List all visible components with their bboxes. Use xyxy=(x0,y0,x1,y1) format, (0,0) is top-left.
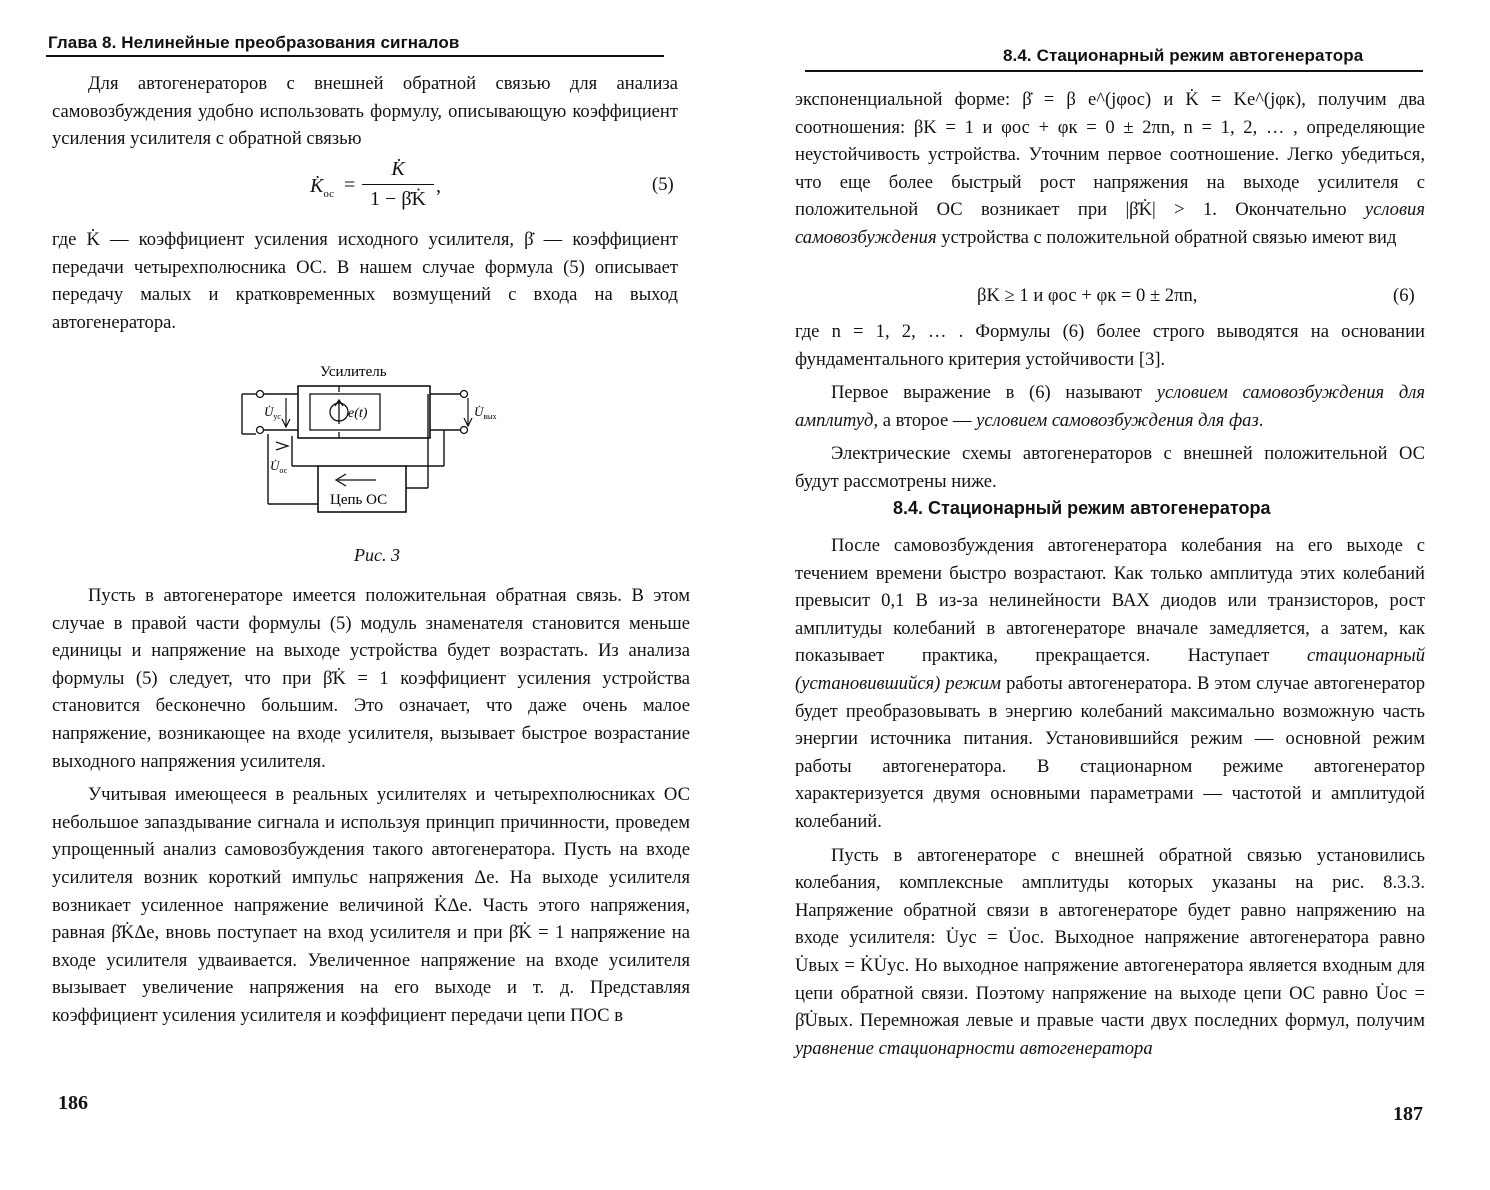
left-para-intro: Для автогенераторов с внешней обратной связью для анализа самовозбуждения удобно использовать формулу, описывающую коэффициент усиления усилителя с обратной связью xyxy=(52,73,678,150)
right-para-conditions: Первое выражение в (6) называют условием самовозбуждения для амплитуд, а второе — условием самовозбуждения для фаз. xyxy=(795,382,1426,431)
amplifier-label: Усилитель xyxy=(320,364,387,380)
left-para-delay-analysis: Учитывая имеющееся в реальных усилителях и четырехполюсниках ОС небольшое запаздывание сигнала и используя принцип причинности, проведем упрощенный анализ самовозбуждения такого автогенератора. Пусть на входе усилителя возник короткий импульс напряжения Δe. На выходе усилителя возникает усиленное напряжение величиной K̇Δe. Часть этого напряжения, равная β̇K̇Δe, вновь поступает на вход усилителя и при β̇K̇ = 1 напряжение на входе усилителя удваивается. Увеличенное напряжение на входе усилителя вызывает увеличение напряжения на его выходе и т. д. Представляя коэффициент усиления усилителя и коэффициент передачи цепи ПОС в xyxy=(52,784,690,1026)
formula-6: βK ≥ 1 и φос + φк = 0 ± 2πn, xyxy=(977,285,1198,306)
right-para-formula-note: где n = 1, 2, … . Формулы (6) более строго выводятся на основании фундаментального критерия устойчивости [3]. xyxy=(795,321,1425,370)
right-para-stationarity: Пусть в автогенераторе с внешней обратной связью установились колебания, комплексные амплитуды которых указаны на рис. 8.3.3. Напряжение обратной связи в автогенераторе будет равно напряжению на входе усилителя: U̇ус = U̇ос. Выходное напряжение автогенератора равно U̇вых = K̇U̇ус. Но выходное напряжение автогенератора является входным для цепи обратной связи. Поэтому напряжение на выходе цепи ОС равно U̇ос = β̇U̇вых. Перемножая левые и правые части двух последних формул, получим уравнение стационарности автогенератора xyxy=(795,844,1425,1059)
left-paragraph-3 xyxy=(52,582,690,1030)
section-heading: 8.4. Стационарный режим автогенератора xyxy=(893,498,1271,518)
right-para-exponential: экспоненциальной форме: β̇ = β e^(jφос) и K̇ = Ke^(jφк), получим два соотношения: βK = 1 и φос + φк = 0 ± 2πn, n = 1, 2, … , определяющие неустойчивость устройства. Уточним первое соотношение. Легко убедиться, что еще более быстрый рост напряжения на выходе усилителя с положительной ОС возникает при |β̇K̇| > 1. Окончательно условия самовозбуждения устройства с положительной обратной связью имеют вид xyxy=(795,89,1425,248)
equation-number-6: (6) xyxy=(1393,285,1415,306)
figure-caption: Рис. 3 xyxy=(354,545,400,565)
left-paragraph-2 xyxy=(52,226,678,336)
right-paragraph-2 xyxy=(795,318,1425,496)
output-voltage-label: $U̇_{вых}$ xyxy=(474,404,497,421)
source-label: e(t) xyxy=(348,406,368,421)
right-para-circuits: Электрические схемы автогенераторов с внешней положительной ОС будут рассмотрены ниже. xyxy=(795,443,1425,492)
left-paragraph-1 xyxy=(52,70,678,153)
header-rule-right xyxy=(805,70,1423,72)
right-paragraph-3 xyxy=(795,532,1425,1062)
input-voltage-label: $U̇_{ус}$ xyxy=(264,404,281,421)
right-page xyxy=(745,0,1490,1190)
header-rule-left xyxy=(46,55,664,57)
right-para-steady-state: После самовозбуждения автогенератора колебания на его выходе с течением времени быстро возрастают. Как только амплитуда этих колебаний превысит 0,1 В из-за нелинейности ВАХ диодов или транзисторов, рост амплитуды колебаний в автогенераторе вначале замедляется, а затем, как показывает практика, прекращается. Наступает стационарный (установившийся) режим работы автогенератора. В этом случае автогенератор будет преобразовывать в энергию колебаний максимально возможную часть энергии источника питания. Установившийся режим — основной режим работы автогенератора. В стационарном режиме автогенератор характеризуется двумя основными параметрами — частотой и амплитудой колебаний. xyxy=(795,535,1425,832)
formula-5: $K̇_{ос}$ = K̇ 1 − β̇K̇ , xyxy=(310,158,441,210)
feedback-circuit-diagram xyxy=(232,358,522,518)
equation-number-5: (5) xyxy=(652,174,674,195)
left-para-positive-feedback: Пусть в автогенераторе имеется положительная обратная связь. В этом случае в правой части формулы (5) модуль знаменателя становится меньше единицы и напряжение на выходе устройства будет возрастать. Из анализа формулы (5) следует, что при β̇K̇ = 1 коэффициент усиления устройства становится бесконечно большим. Это означает, что даже очень малое напряжение, возникающее на входе усилителя, вызывает быстрое возрастание выходного напряжения усилителя. xyxy=(52,585,690,772)
running-head-right: 8.4. Стационарный режим автогенератора xyxy=(1003,46,1364,65)
page-number-left: 186 xyxy=(58,1092,88,1114)
running-head-left: Глава 8. Нелинейные преобразования сигналов xyxy=(48,33,460,52)
feedback-label: Цепь ОС xyxy=(330,492,388,508)
left-para-definitions: где K̇ — коэффициент усиления исходного усилителя, β̇ — коэффициент передачи четырехполюсника ОС. В нашем случае формула (5) описывает передачу малых и кратковременных возмущений с входа на выход автогенератора. xyxy=(52,229,678,333)
page-number-right: 187 xyxy=(1393,1103,1423,1125)
feedback-voltage-label: $U̇_{ос}$ xyxy=(270,458,288,475)
right-paragraph-1 xyxy=(795,86,1425,252)
source-box xyxy=(310,394,380,430)
